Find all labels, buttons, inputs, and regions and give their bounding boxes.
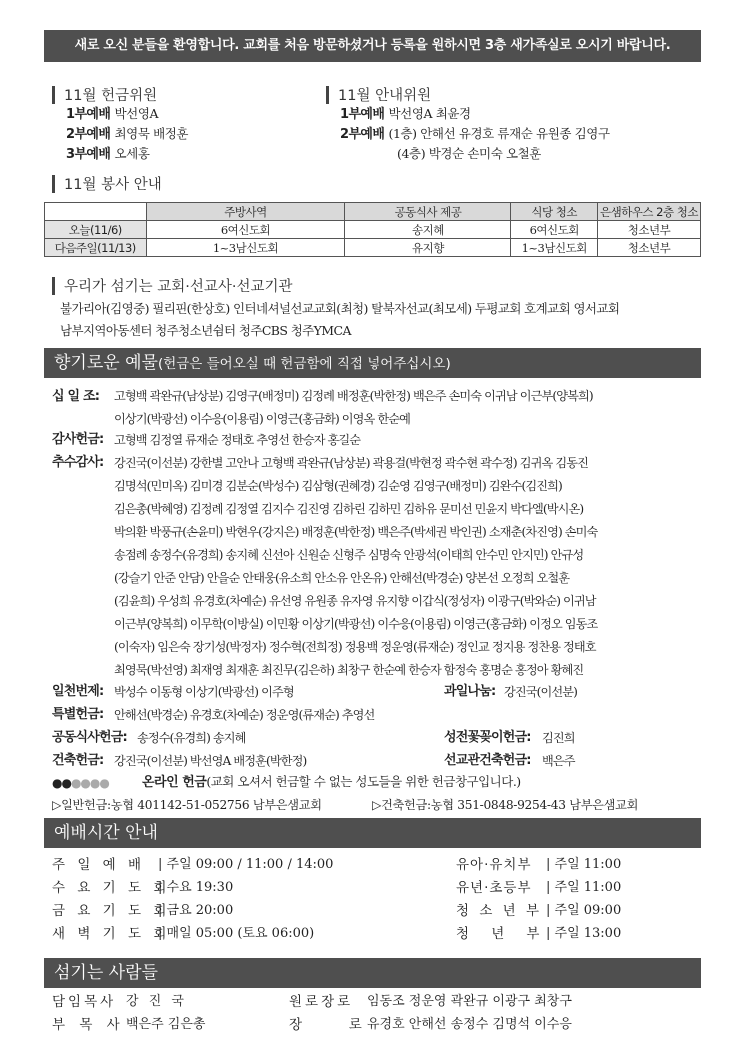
worship-label: 주 일 예 배: [52, 857, 146, 873]
people-names: 백은주 김은총: [126, 1017, 206, 1032]
people-label: 원로장로: [289, 994, 354, 1010]
harvest-line: (이숙자) 임은숙 장기성(박정자) 정수혁(전희정) 정용백 정운영(류재순) 정인교 정지용 정찬용 정태호: [114, 640, 596, 654]
table-header-cell: 주방사역: [146, 203, 345, 221]
table-cell: 유지향: [345, 239, 511, 257]
harvest-line: 김은총(박혜영) 김정례 김정열 김지수 김진영 김하린 김하민 김하유 문미선 민윤지 박다엘(박시온): [114, 502, 584, 516]
fruit-names: 강진국(이선분): [504, 685, 577, 699]
worship-time: | 수요 19:30: [158, 880, 234, 895]
guide-committee-row: 2부예배 (1층) 안해선 유경호 류재순 유원종 김영구: [340, 126, 610, 142]
people-bar: [44, 958, 701, 988]
dots-decoration: ●●●●●●: [52, 776, 109, 790]
table-cell: 다음주일(11/13): [45, 239, 147, 257]
worship-time: | 주일 11:00: [546, 880, 622, 895]
worship-label: 유아·유치부: [456, 857, 532, 873]
meal-names: 송정수(유경희) 송지혜: [137, 731, 246, 745]
table-cell: 청소년부: [597, 239, 700, 257]
harvest-line: (강슬기 안준 안담) 안을순 안태웅(유소희 안소유 안온유) 안해선(박경순) 양본선 오정희 오철훈: [114, 571, 570, 585]
worship-label: 청 소 년 부: [456, 903, 543, 919]
offerings-note: (헌금은 들어오실 때 헌금함에 직접 넣어주십시오): [157, 356, 451, 372]
worship-label: 청 년 부: [456, 926, 541, 942]
flower-label: 성전꽃꽂이헌금:: [444, 730, 531, 745]
people-names: 강 진 국: [126, 994, 187, 1009]
people-names: 임동조 정운영 곽완규 이광구 최창구: [367, 994, 572, 1009]
worship-title: 예배시간 안내: [54, 823, 158, 843]
service-title: 11월 봉사 안내: [52, 175, 162, 193]
offering-committee-row: 3부예배 오세홍: [66, 146, 150, 162]
tithe-line: 이상기(박광선) 이수응(이용림) 이영근(홍금화) 이영옥 한순예: [114, 412, 410, 426]
table-row: [45, 221, 701, 239]
people-label: 담임목사: [52, 994, 117, 1010]
thanks-line: 고형백 김정열 류재순 정태호 추영선 한승자 홍길순: [114, 433, 361, 447]
table-header-cell: 식당 청소: [511, 203, 597, 221]
worship-label: 금 요 기 도 회: [52, 903, 171, 919]
table-header-cell: 은샘하우스 2층 청소: [597, 203, 700, 221]
table-header-cell: [45, 203, 147, 221]
harvest-label: 추수감사:: [52, 455, 104, 470]
harvest-line: 강진국(이선분) 강한별 고안나 고형백 곽완규(남상분) 곽용걸(박현정 곽수현 곽수정) 김귀옥 김동진: [114, 456, 588, 470]
table-header-row: [45, 203, 701, 221]
offerings-bar: [44, 348, 701, 378]
mission-build-label: 선교관건축헌금:: [444, 753, 531, 768]
service-table: [44, 202, 701, 257]
account-general: ▷일반헌금:농협 401142-51-052756 남부은샘교회: [52, 798, 322, 812]
build-names: 강진국(이선분) 박선영A 배정훈(박한정): [114, 754, 307, 768]
offering-committee-title: 11월 헌금위원: [52, 86, 157, 104]
build-label: 건축헌금:: [52, 753, 104, 768]
fruit-label: 과일나눔:: [444, 684, 496, 699]
offering-committee-row: 2부예배 최영묵 배정훈: [66, 126, 189, 142]
welcome-banner: 새로 오신 분들을 환영합니다. 교회를 처음 방문하셨거나 등록을 원하시면 3층 새가족실로 오시기 바랍니다.: [44, 30, 701, 62]
table-cell: 1~3남신도회: [146, 239, 345, 257]
guide-committee-row: (4층) 박경순 손미숙 오철훈: [397, 146, 541, 161]
people-names: 유경호 안해선 송정수 김명석 이수응: [367, 1017, 572, 1032]
table-cell: 6여신도회: [146, 221, 345, 239]
people-title: 섬기는 사람들: [54, 963, 158, 983]
harvest-line: 이근부(양복희) 이무학(이방실) 이민황 이상기(박광선) 이수응(이용림) 이영근(홍금화) 이정오 임동조: [114, 617, 598, 631]
harvest-line: 송점례 송정수(유경희) 송지혜 신선아 신원순 신형주 심명숙 안광석(이태희 안수민 안지민) 안규성: [114, 548, 584, 562]
worship-time: | 주일 13:00: [546, 926, 622, 941]
meal-label: 공동식사헌금:: [52, 730, 127, 745]
special-names: 안해선(박경순) 유경호(차예순) 정운영(류재순) 추영선: [114, 708, 375, 722]
worship-time: | 주일 11:00: [546, 857, 622, 872]
first-offering-label: 일천번제:: [52, 684, 104, 699]
people-label: 장 로: [289, 1017, 365, 1033]
harvest-line: 김명석(민미옥) 김미경 김분순(박성수) 김삼형(권혜경) 김순영 김영구(배정미) 김완수(김진희): [114, 479, 562, 493]
worship-label: 유년·초등부: [456, 880, 532, 896]
harvest-line: 최영묵(박선영) 최재영 최재훈 최진무(김은하) 최창구 한순예 한승자 함정숙 홍명순 홍정아 황혜진: [114, 663, 584, 677]
thanks-label: 감사헌금:: [52, 432, 104, 447]
harvest-line: (김윤희) 우성희 유경호(차예순) 유선영 유원종 유자영 유지향 이갑식(정성자) 이광구(박와순) 이귀남: [114, 594, 596, 608]
people-label: 부 목 사: [52, 1017, 125, 1033]
offering-committee-row: 1부예배 박선영A: [66, 106, 159, 122]
worship-label: 새 벽 기 도 회: [52, 926, 171, 942]
special-label: 특별헌금:: [52, 707, 104, 722]
guide-committee-row: 1부예배 박선영A 최윤경: [340, 106, 471, 122]
harvest-line: 박의환 박풍규(손윤미) 박현우(강지은) 배정훈(박한정) 백은주(박세권 박인권) 소재춘(차진영) 손미숙: [114, 525, 598, 539]
worship-time: | 매일 05:00 (토요 06:00): [158, 926, 315, 941]
offerings-title: 향기로운 예물: [54, 353, 158, 373]
table-cell: 1~3남신도회: [511, 239, 597, 257]
table-cell: 청소년부: [597, 221, 700, 239]
table-cell: 오늘(11/6): [45, 221, 147, 239]
mission-build-names: 백은주: [542, 754, 575, 768]
table-header-cell: 공동식사 제공: [345, 203, 511, 221]
worship-time: | 주일 09:00: [546, 903, 622, 918]
worship-label: 수 요 기 도 회: [52, 880, 171, 896]
first-offering-names: 박성수 이동형 이상기(박광선) 이주형: [114, 685, 294, 699]
missions-title: 우리가 섬기는 교회·선교사·선교기관: [52, 277, 293, 295]
table-row: [45, 239, 701, 257]
table-cell: 송지혜: [345, 221, 511, 239]
online-offering: 온라인 헌금(교회 오셔서 헌금할 수 없는 성도들을 위한 헌금창구입니다.): [142, 774, 521, 790]
flower-names: 김진희: [542, 731, 575, 745]
missions-line: 남부지역아동센터 청주청소년쉼터 청주CBS 청주YMCA: [60, 323, 351, 338]
worship-time: | 금요 20:00: [158, 903, 234, 918]
table-cell: 6여신도회: [511, 221, 597, 239]
worship-time: | 주일 09:00 / 11:00 / 14:00: [158, 857, 334, 872]
missions-line: 불가리아(김영중) 필리핀(한상호) 인터네셔널선교교회(최청) 탈북자선교(최모세) 두평교회 호계교회 영서교회: [60, 301, 620, 316]
account-build: ▷건축헌금:농협 351-0848-9254-43 남부은샘교회: [372, 798, 639, 812]
tithe-line: 고형백 곽완규(남상분) 김영구(배정미) 김정례 배정훈(박한정) 백은주 손미숙 이귀남 이근부(양복희): [114, 389, 593, 403]
guide-committee-title: 11월 안내위원: [326, 86, 431, 104]
worship-bar: [44, 818, 701, 848]
tithe-label: 십 일 조:: [52, 389, 100, 404]
